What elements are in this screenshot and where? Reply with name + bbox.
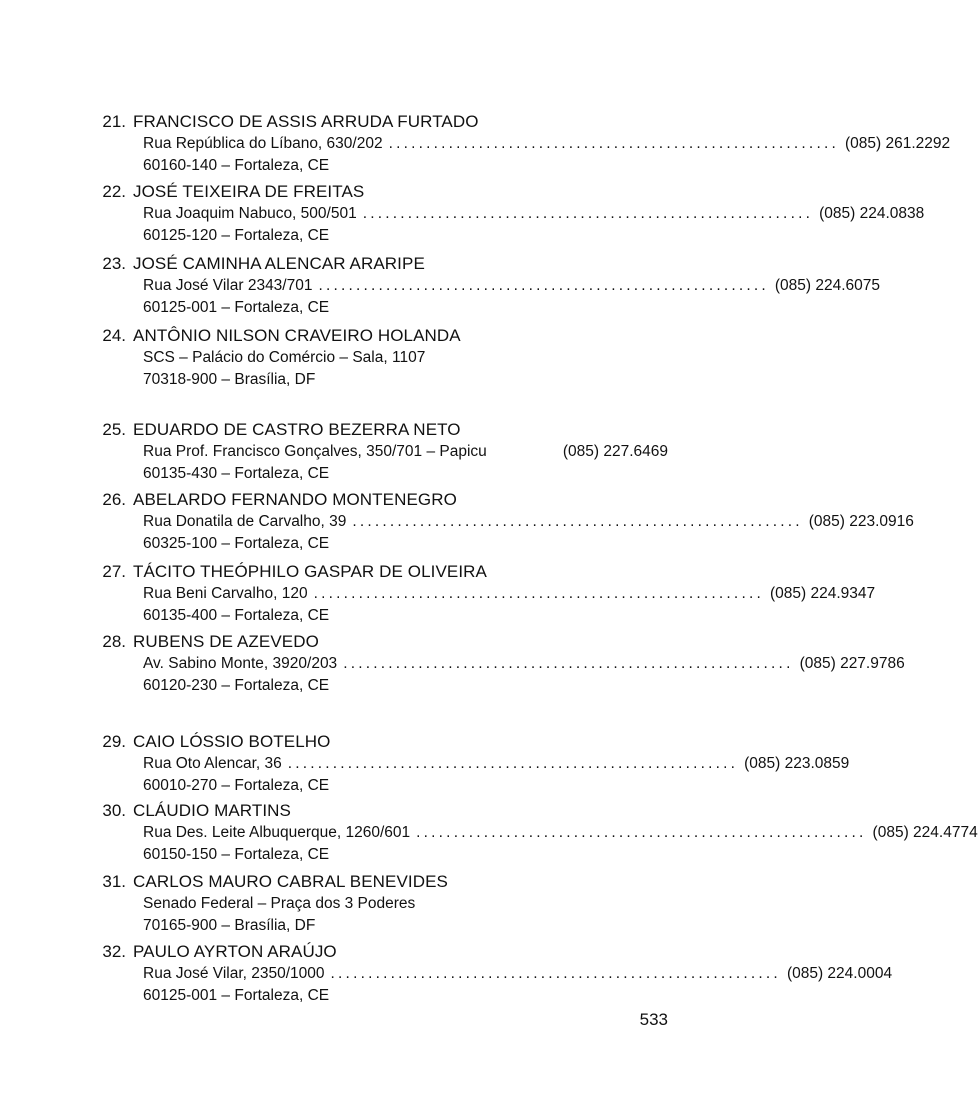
entry-name: JOSÉ TEIXEIRA DE FREITAS (133, 182, 365, 201)
entry-number: 27. (102, 562, 126, 581)
entry-city-line (143, 844, 668, 866)
entry-phone: (085) 224.0838 (819, 205, 925, 222)
entry-city: 60325-100 – Fortaleza, CE (143, 535, 330, 552)
dot-leader: ............................................................ (362, 205, 814, 222)
entry-phone: (085) 227.9786 (799, 655, 905, 672)
entry-city-line (143, 225, 668, 247)
entry-number: 24. (102, 326, 126, 345)
entry-address: Rua Beni Carvalho, 120 (143, 585, 308, 602)
entry-address-line (143, 133, 951, 155)
entry-number: 29. (102, 732, 126, 751)
entry-name: CLÁUDIO MARTINS (133, 801, 291, 820)
entry-phone: (085) 227.6469 (562, 443, 668, 460)
entry-phone: (085) 224.0004 (786, 965, 893, 982)
entry-number: 26. (102, 490, 126, 509)
entry-city: 60125-001 – Fortaleza, CE (143, 987, 330, 1004)
entry-city: 60135-400 – Fortaleza, CE (143, 607, 330, 624)
entry-address-line (143, 753, 850, 775)
entry-name: CARLOS MAURO CABRAL BENEVIDES (133, 872, 448, 891)
entry-address-line (143, 347, 668, 369)
entry-address-line (143, 893, 668, 915)
dot-leader: ............................................................ (318, 277, 769, 294)
entry-phone: (085) 224.9347 (769, 585, 876, 602)
entry-address-line (143, 653, 905, 675)
entry-address: Rua Donatila de Carvalho, 39 (143, 513, 347, 530)
entry-city-line (143, 155, 668, 177)
entry-address-line (143, 822, 978, 844)
entry-phone: (085) 261.2292 (844, 135, 951, 152)
entry-number: 28. (102, 632, 126, 651)
entry-address: SCS – Palácio do Comércio – Sala, 1107 (143, 349, 426, 366)
entry-name: ANTÔNIO NILSON CRAVEIRO HOLANDA (133, 326, 461, 345)
dot-leader: ............................................................ (287, 755, 739, 772)
entry-city-line (143, 775, 668, 797)
dot-leader: ............................................................ (313, 585, 764, 602)
entry-address: Rua República do Líbano, 630/202 (143, 135, 383, 152)
entry-number: 32. (102, 942, 126, 961)
entry-city: 60010-270 – Fortaleza, CE (143, 777, 330, 794)
entry-city: 70165-900 – Brasília, DF (143, 917, 316, 934)
entry-city-line (143, 463, 668, 485)
entry-address-line (143, 583, 876, 605)
entry-address: Rua Des. Leite Albuquerque, 1260/601 (143, 824, 411, 841)
entry-name: EDUARDO DE CASTRO BEZERRA NETO (133, 420, 461, 439)
entry-city: 60160-140 – Fortaleza, CE (143, 157, 330, 174)
entry-address: Rua Prof. Francisco Gonçalves, 350/701 – Papicu (143, 443, 487, 460)
entry-number: 22. (102, 182, 126, 201)
entry-number: 25. (102, 420, 126, 439)
dot-leader: ............................................................ (343, 655, 794, 672)
dot-leader: ............................................................ (388, 135, 839, 152)
entry-number: 23. (102, 254, 126, 273)
entry-city: 70318-900 – Brasília, DF (143, 371, 316, 388)
entry-city: 60125-001 – Fortaleza, CE (143, 299, 330, 316)
entry-name: RUBENS DE AZEVEDO (133, 632, 319, 651)
page-number: 533 (639, 1010, 668, 1029)
entry-name: ABELARDO FERNANDO MONTENEGRO (133, 490, 457, 509)
entry-city: 60125-120 – Fortaleza, CE (143, 227, 330, 244)
entry-name: JOSÉ CAMINHA ALENCAR ARARIPE (133, 254, 425, 273)
entry-address: Rua José Vilar 2343/701 (143, 277, 313, 294)
entry-city-line (143, 533, 668, 555)
entry-name: PAULO AYRTON ARAÚJO (133, 942, 337, 961)
entry-number: 30. (102, 801, 126, 820)
dot-leader: ............................................................ (330, 965, 781, 982)
entry-city-line (143, 605, 668, 627)
entry-address: Rua Joaquim Nabuco, 500/501 (143, 205, 357, 222)
entry-address: Senado Federal – Praça dos 3 Poderes (143, 895, 416, 912)
entry-name: CAIO LÓSSIO BOTELHO (133, 732, 331, 751)
entry-city: 60150-150 – Fortaleza, CE (143, 846, 330, 863)
entry-city: 60120-230 – Fortaleza, CE (143, 677, 330, 694)
entry-address-line (143, 275, 881, 297)
entry-address-line (143, 511, 914, 533)
entry-address: Rua Oto Alencar, 36 (143, 755, 282, 772)
entry-number: 21. (102, 112, 126, 131)
entry-phone: (085) 223.0859 (744, 755, 850, 772)
entry-phone: (085) 224.6075 (774, 277, 881, 294)
entry-city-line (143, 369, 668, 391)
entry-city-line (143, 297, 668, 319)
entry-phone: (085) 223.0916 (808, 513, 914, 530)
entry-city: 60135-430 – Fortaleza, CE (143, 465, 330, 482)
entry-address-line (143, 203, 925, 225)
entry-name: FRANCISCO DE ASSIS ARRUDA FURTADO (133, 112, 479, 131)
entry-name: TÁCITO THEÓPHILO GASPAR DE OLIVEIRA (133, 562, 487, 581)
dot-leader: ............................................................ (416, 824, 867, 841)
entry-number: 31. (102, 872, 126, 891)
entry-city-line (143, 915, 668, 937)
entry-phone: (085) 224.4774 (872, 824, 978, 841)
entry-address-line (143, 441, 668, 463)
dot-leader: ............................................................ (352, 513, 803, 530)
entry-address-line (143, 963, 893, 985)
entry-address: Rua José Vilar, 2350/1000 (143, 965, 325, 982)
entry-city-line (143, 985, 668, 1007)
entry-address: Av. Sabino Monte, 3920/203 (143, 655, 338, 672)
entry-city-line (143, 675, 668, 697)
